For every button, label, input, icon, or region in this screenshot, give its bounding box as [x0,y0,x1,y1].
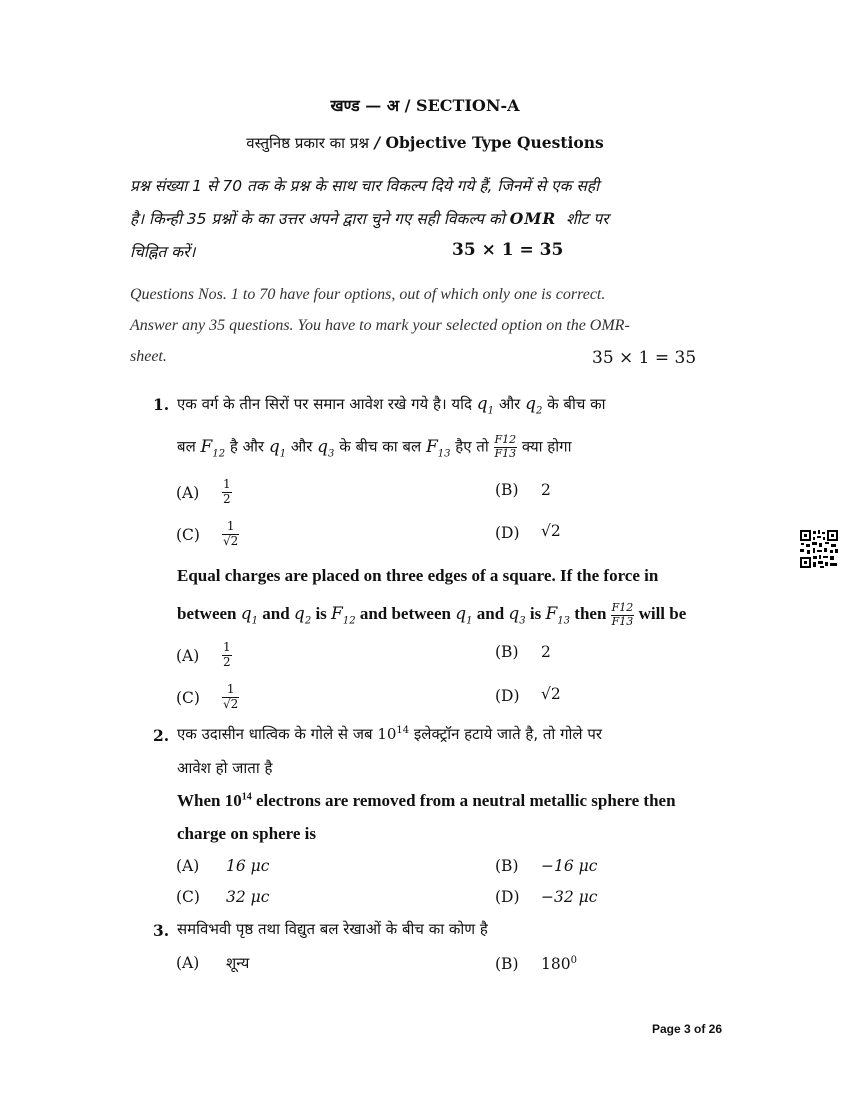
q3-option-a-label: (A) [176,954,200,972]
q1-and: और [498,395,521,413]
f13-symbol: $F_{13}$ [425,436,451,460]
q1-en-then: then [574,604,607,624]
q2-option-b-value: −16 μc [541,857,598,875]
q2-option-d-label: (D) [495,888,520,906]
q1-hindi-text-b: के बीच का [547,395,606,413]
q1-en-and-between: and between [359,604,451,624]
q1-en-and-2: and [476,604,505,624]
instruction-english-line3: sheet. [130,348,167,365]
section-subtitle [0,133,850,153]
q1-hindi-text-d: है और [229,437,265,456]
q1-hindi-text-f: हैए तो [455,437,489,456]
q2-en-power: $10^{14}$ [224,791,252,810]
question-1-english-line1: Equal charges are placed on three edges of a square. If the force in [177,566,659,585]
q2-symbol: $q_2$ [525,394,543,417]
question-1-hindi-line1 [177,394,606,416]
marks-english: 35 × 1 = 35 [592,348,697,368]
qr-code-icon [799,529,839,569]
question-1-number: 1. [153,395,170,414]
q1-symbol-2: $q_1$ [268,436,287,460]
q1-symbol: $q_1$ [476,394,495,417]
q2-option-c-label: (C) [176,888,200,906]
q2-hindi-text-a: एक उदासीन धात्विक के गोले से जब [177,725,373,743]
q1-en-q1: $q_1$ [240,604,258,627]
question-1-hindi-line2 [177,434,571,460]
q1-en-option-c-value: $\frac{1}{√2}$ [223,682,239,711]
question-2-english-line1 [177,791,676,811]
q1-option-c-label: (C) [176,526,200,544]
instruction-hindi-line2 [130,207,609,229]
q2-en-when: When [177,791,221,810]
q1-en-option-a-value: $\frac{1}{2}$ [223,640,231,669]
q1-option-b-label: (B) [495,481,519,499]
subtitle-hindi: वस्तुनिष्ठ प्रकार का प्रश्न [246,134,369,152]
omr-label: OMR [509,209,557,228]
f12-symbol: $F_{12}$ [200,436,226,460]
q1-and-2: और [290,437,313,456]
instruction-hindi-line2-end: शीट पर [566,210,609,228]
q2-option-c-value: 32 μc [226,888,270,906]
force-ratio-fraction: $\frac{F12}{F13}$ [494,433,517,460]
instruction-english-line1: Questions Nos. 1 to 70 have four options, out of which only one is correct. [130,286,606,303]
question-3-hindi-line1: समविभवी पृष्ठ तथा विद्युत बल रेखाओं के बीच का कोण है [177,920,488,938]
q2-option-b-label: (B) [495,857,519,875]
question-2-english-line2: charge on sphere is [177,824,316,843]
q2-option-a-value: 16 μc [226,857,270,875]
q1-en-f13: $F_{13}$ [545,604,571,627]
q1-hindi-text-c: बल [177,437,196,456]
q3-option-a-value: शून्य [226,954,250,972]
q1-en-is-2: is [529,604,542,624]
q1-option-d-value: √2 [541,522,561,540]
q1-hindi-text-e: के बीच का बल [339,437,422,456]
question-2-number: 2. [153,726,170,745]
q2-hindi-text-b: इलेक्ट्रॉन हटाये जाते है, तो गोले पर [413,725,603,743]
q2-power: $10^{14}$ [377,725,410,743]
q1-en-is: is [315,604,327,624]
q1-en-q3: $q_3$ [508,604,526,627]
q1-en-will-be: will be [638,604,687,624]
subtitle-english: Objective Type Questions [385,133,604,152]
question-2-hindi-line1 [177,724,602,744]
q1-en-fraction: $\frac{F12}{F13}$ [611,601,634,628]
q3-option-b-value: $180^0$ [541,955,577,974]
q1-option-b-value: 2 [541,481,551,499]
q1-en-option-d-label: (D) [495,687,520,705]
question-1-english-line2 [177,602,686,628]
instruction-hindi-line2-text: है। किन्ही 35 प्रश्नों के का उत्तर अपने द्वारा चुने गए सही विकल्प को [130,210,505,228]
instruction-english-line2: Answer any 35 questions. You have to mark your selected option on the OMR- [130,317,630,334]
q3-option-b-label: (B) [495,955,519,973]
q3-symbol: $q_3$ [317,436,335,460]
subtitle-separator: / [374,133,381,152]
q1-en-option-b-value: 2 [541,643,551,661]
q1-en-option-a-label: (A) [176,647,200,665]
q1-en-option-d-value: √2 [541,685,561,703]
q1-en-q1b: $q_1$ [455,604,473,627]
q1-option-a-label: (A) [176,484,200,502]
q2-option-a-label: (A) [176,857,200,875]
q1-option-a-value: $\frac{1}{2}$ [223,477,231,506]
q1-en-q2: $q_2$ [293,604,312,627]
question-2-hindi-line2: आवेश हो जाता है [177,759,273,777]
q1-option-d-label: (D) [495,524,520,542]
q2-option-d-value: −32 μc [541,888,598,906]
section-title: खण्ड — अ / SECTION-A [330,96,520,115]
q1-option-c-value: $\frac{1}{√2}$ [223,519,239,548]
q1-en-option-c-label: (C) [176,689,200,707]
q1-en-option-b-label: (B) [495,643,519,661]
q1-en-between: between [177,604,237,624]
page-number: Page 3 of 26 [651,1022,722,1036]
question-3-number: 3. [153,921,170,940]
q1-hindi-text-a: एक वर्ग के तीन सिरों पर समान आवेश रखे गये है। यदि [177,395,472,413]
q1-en-f12: $F_{12}$ [331,604,356,627]
q1-en-and: and [262,604,290,624]
instruction-hindi-line3: चिह्नित करें। [130,243,196,261]
q1-hindi-text-g: क्या होगा [521,437,572,456]
marks-hindi: 35 × 1 = 35 [452,240,564,260]
instruction-hindi-line1: प्रश्न संख्या 1 से 70 तक के प्रश्न के साथ चार विकल्प दिये गये हैं, जिनमें से एक सही [130,177,600,195]
q2-en-text: electrons are removed from a neutral metallic sphere then [255,791,676,810]
